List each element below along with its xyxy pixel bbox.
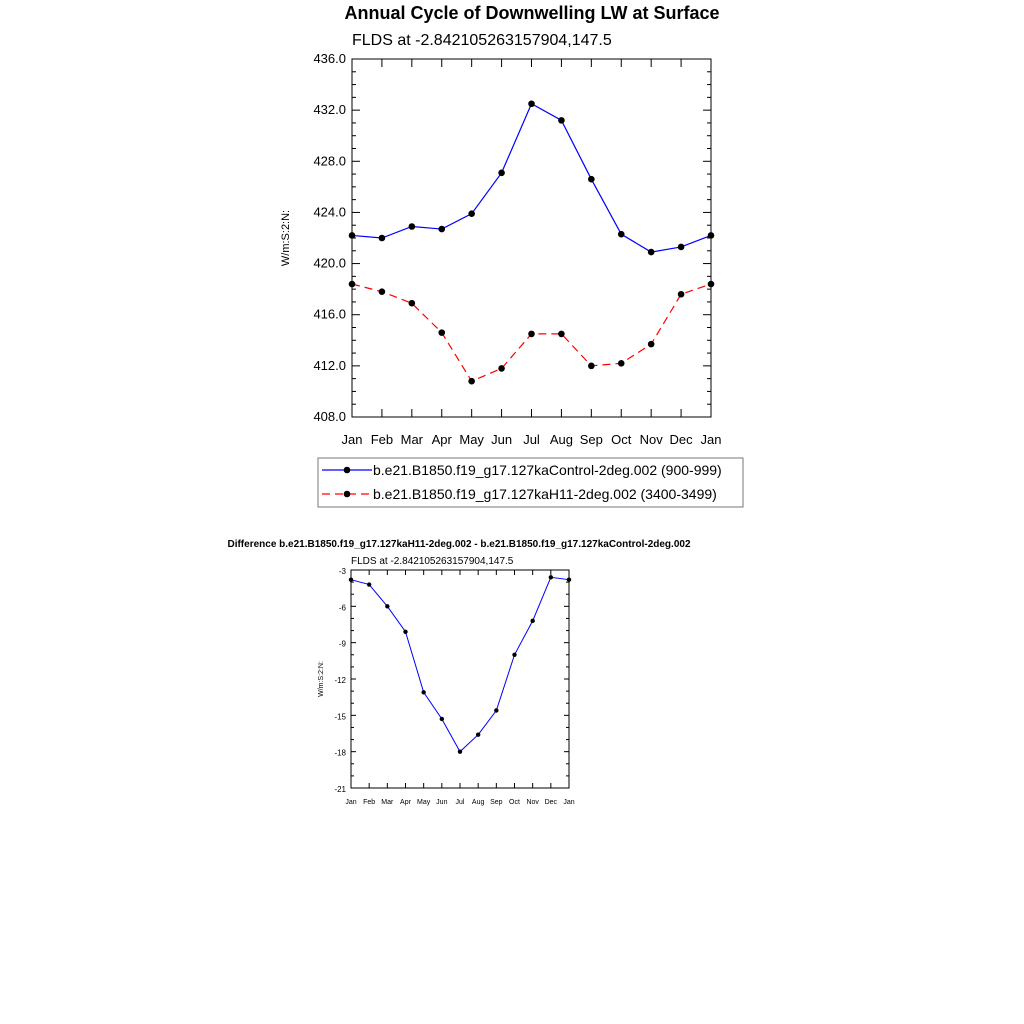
x-tick-label: Jun bbox=[436, 799, 448, 806]
data-point bbox=[349, 232, 356, 239]
chart-2-x-axis bbox=[345, 570, 574, 806]
data-point bbox=[349, 577, 353, 581]
legend-marker bbox=[344, 491, 351, 498]
x-tick-label: Dec bbox=[544, 799, 558, 806]
legend-label: b.e21.B1850.f19_g17.127kaH11-2deg.002 (3400-3499) bbox=[373, 486, 717, 502]
data-point bbox=[558, 117, 565, 124]
data-point bbox=[367, 582, 371, 586]
data-point bbox=[708, 232, 715, 239]
data-point bbox=[379, 288, 386, 295]
x-tick-label: Jul bbox=[455, 799, 465, 806]
x-tick-label: Mar bbox=[381, 799, 394, 806]
x-tick-label: Feb bbox=[363, 799, 376, 806]
y-tick-label: 412.0 bbox=[313, 357, 346, 373]
data-point bbox=[409, 300, 416, 307]
x-tick-label: Jan bbox=[700, 432, 722, 447]
data-point bbox=[528, 331, 535, 338]
data-point bbox=[476, 733, 480, 737]
x-tick-label: Jul bbox=[523, 432, 540, 447]
x-tick-label: Jan bbox=[563, 799, 575, 806]
chart-2-ylabel: W/m:S:2:N: bbox=[318, 661, 325, 697]
y-tick-label: 420.0 bbox=[313, 255, 346, 271]
x-tick-label: Nov bbox=[639, 432, 663, 447]
x-tick-label: May bbox=[417, 799, 431, 806]
chart-1-legend bbox=[318, 458, 743, 507]
chart-1-ylabel: W/m:S:2:N: bbox=[280, 209, 292, 267]
data-point bbox=[438, 226, 445, 233]
chart-1-title: Annual Cycle of Downwelling LW at Surface bbox=[344, 3, 720, 23]
data-point bbox=[549, 575, 553, 579]
chart-2 bbox=[227, 539, 690, 806]
data-point bbox=[349, 281, 356, 288]
chart-2-y-axis bbox=[334, 567, 569, 794]
data-point bbox=[498, 169, 505, 176]
x-tick-label: Aug bbox=[471, 799, 485, 806]
data-point bbox=[421, 690, 425, 694]
x-tick-label: Feb bbox=[370, 432, 394, 447]
data-point bbox=[558, 331, 565, 338]
legend-label: b.e21.B1850.f19_g17.127kaControl-2deg.002 (900-999) bbox=[373, 462, 722, 478]
data-point bbox=[528, 100, 535, 107]
x-tick-label: Apr bbox=[400, 799, 411, 806]
x-tick-label: Sep bbox=[490, 799, 503, 806]
x-tick-label: Jun bbox=[491, 432, 513, 447]
data-point bbox=[468, 378, 475, 385]
series-line bbox=[351, 577, 569, 751]
data-point bbox=[458, 749, 462, 753]
chart-2-title: Difference b.e21.B1850.f19_g17.127kaH11-2deg.002 - b.e21.B1850.f19_g17.127kaControl-2deg.002 bbox=[227, 539, 691, 550]
x-tick-label: Mar bbox=[400, 432, 424, 447]
data-point bbox=[494, 708, 498, 712]
data-point bbox=[379, 235, 386, 242]
y-tick-label: -18 bbox=[334, 748, 346, 758]
x-tick-label: Jan bbox=[345, 799, 357, 806]
data-point bbox=[440, 717, 444, 721]
x-tick-label: Jan bbox=[341, 432, 363, 447]
data-point bbox=[678, 291, 685, 298]
x-tick-label: Apr bbox=[431, 432, 452, 447]
chart-1-x-axis bbox=[342, 59, 722, 447]
y-tick-label: 432.0 bbox=[313, 102, 346, 118]
data-point bbox=[498, 365, 505, 372]
y-tick-label: 436.0 bbox=[313, 51, 346, 66]
data-point bbox=[468, 210, 475, 217]
x-tick-label: May bbox=[459, 432, 484, 447]
y-tick-label: 424.0 bbox=[313, 204, 346, 220]
data-point bbox=[588, 176, 595, 183]
x-tick-label: Sep bbox=[579, 432, 603, 447]
chart-2-subtitle: FLDS at -2.842105263157904,147.5 bbox=[351, 556, 514, 567]
y-tick-label: 428.0 bbox=[313, 153, 346, 169]
data-point bbox=[618, 360, 625, 367]
data-point bbox=[648, 249, 655, 256]
x-tick-label: Oct bbox=[509, 799, 520, 806]
data-point bbox=[648, 341, 655, 348]
data-point bbox=[403, 630, 407, 634]
y-tick-label: -9 bbox=[338, 639, 346, 649]
x-tick-label: Aug bbox=[549, 432, 573, 447]
data-point bbox=[512, 653, 516, 657]
data-point bbox=[618, 231, 625, 238]
chart-1-series-group bbox=[349, 100, 715, 384]
x-tick-label: Dec bbox=[669, 432, 693, 447]
y-tick-label: -15 bbox=[334, 712, 346, 722]
y-tick-label: 408.0 bbox=[313, 409, 346, 424]
data-point bbox=[530, 619, 534, 623]
series-line bbox=[352, 104, 711, 252]
data-point bbox=[678, 244, 685, 251]
chart-1-plot-frame bbox=[352, 59, 711, 417]
legend-marker bbox=[344, 467, 351, 474]
x-tick-label: Nov bbox=[526, 799, 539, 806]
data-point bbox=[438, 329, 445, 336]
x-tick-label: Oct bbox=[611, 432, 632, 447]
data-point bbox=[385, 604, 389, 608]
y-tick-label: -21 bbox=[334, 785, 346, 794]
chart-1-subtitle: FLDS at -2.842105263157904,147.5 bbox=[352, 32, 612, 49]
y-tick-label: -12 bbox=[334, 676, 346, 685]
data-point bbox=[588, 363, 595, 370]
y-tick-label: -3 bbox=[338, 567, 346, 576]
data-point bbox=[708, 281, 715, 288]
data-point bbox=[409, 223, 416, 230]
y-tick-label: 416.0 bbox=[313, 306, 346, 322]
chart-1 bbox=[280, 3, 743, 507]
chart-2-series-group bbox=[349, 575, 571, 754]
y-tick-label: -6 bbox=[338, 603, 346, 613]
data-point bbox=[567, 577, 571, 581]
